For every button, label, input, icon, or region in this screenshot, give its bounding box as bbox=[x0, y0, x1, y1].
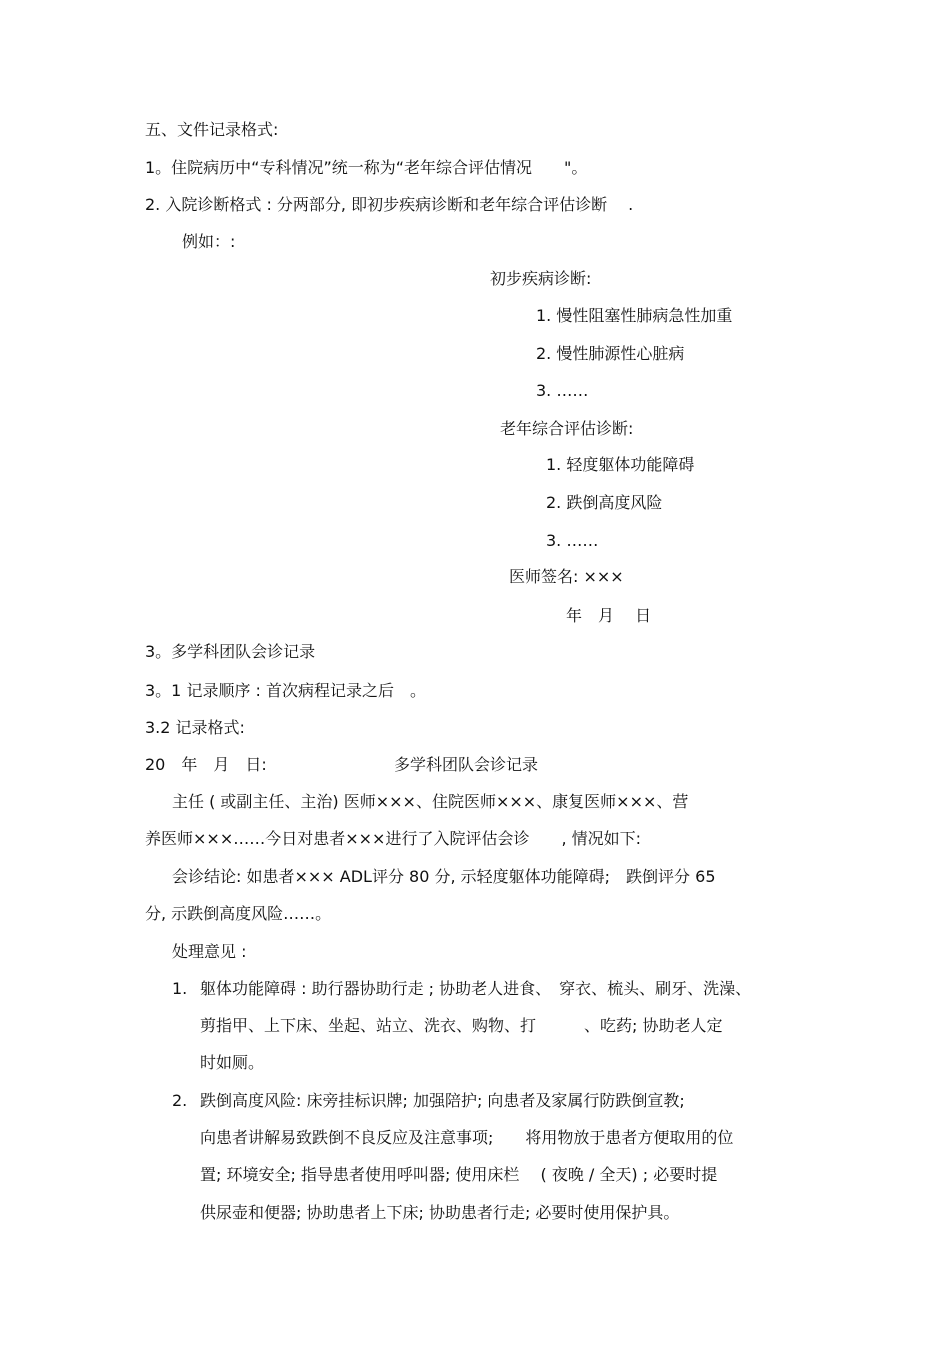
opinion-line: 跌倒高度风险: 床旁挂标识牌; 加强陪护; 向患者及家属行防跌倒宣教; bbox=[200, 1091, 685, 1110]
item-3-2: 3.2 记录格式: bbox=[145, 718, 245, 737]
item-3-1: 3。1 记录顺序 : 首次病程记录之后 。 bbox=[145, 681, 427, 700]
opinion-line: 剪指甲、上下床、坐起、站立、洗衣、购物、打 、吃药; 协助老人定 bbox=[200, 1016, 723, 1035]
record-title: 多学科团队会诊记录 bbox=[394, 755, 539, 774]
prelim-diagnosis-item: 3. …… bbox=[536, 381, 589, 400]
opinion-line: 向患者讲解易致跌倒不良反应及注意事项; 将用物放于患者方便取用的位 bbox=[200, 1128, 734, 1147]
physician-signature: 医师签名: ××× bbox=[509, 567, 624, 586]
consultation-conclusion-line: 分, 示跌倒高度风险……。 bbox=[145, 904, 332, 923]
prelim-diagnosis-item: 1. 慢性阻塞性肺病急性加重 bbox=[536, 306, 733, 325]
opinion-line: 躯体功能障碍 : 助行器协助行走 ; 协助老人进食、 穿衣、梳头、刷牙、洗澡、 bbox=[200, 979, 752, 998]
item-3: 3。多学科团队会诊记录 bbox=[145, 642, 316, 661]
record-paragraph-line: 养医师×××……今日对患者×××进行了入院评估会诊 , 情况如下: bbox=[145, 829, 642, 848]
section-title: 五、文件记录格式: bbox=[145, 120, 279, 139]
opinion-number: 1. bbox=[172, 979, 188, 998]
item-2: 2. 入院诊断格式 : 分两部分, 即初步疾病诊断和老年综合评估诊断 . bbox=[145, 195, 634, 214]
geri-diagnosis-title: 老年综合评估诊断: bbox=[500, 419, 634, 438]
opinion-line: 供尿壶和便器; 协助患者上下床; 协助患者行走; 必要时使用保护具。 bbox=[200, 1203, 680, 1222]
opinion-line: 时如厕。 bbox=[200, 1053, 265, 1072]
geri-diagnosis-item: 1. 轻度躯体功能障碍 bbox=[546, 455, 695, 474]
example-label: 例如：: bbox=[182, 232, 236, 251]
prelim-diagnosis-item: 2. 慢性肺源性心脏病 bbox=[536, 344, 685, 363]
prelim-diagnosis-title: 初步疾病诊断: bbox=[490, 269, 592, 288]
geri-diagnosis-item: 2. 跌倒高度风险 bbox=[546, 493, 663, 512]
opinion-line: 置; 环境安全; 指导患者使用呼叫器; 使用床栏 ( 夜晚 / 全天) ; 必要时提 bbox=[200, 1165, 718, 1184]
opinion-number: 2. bbox=[172, 1091, 188, 1110]
consultation-conclusion-line: 会诊结论: 如患者××× ADL评分 80 分, 示轻度躯体功能障碍; 跌倒评分 65 bbox=[172, 867, 716, 886]
item-1: 1。住院病历中“专科情况”统一称为“老年综合评估情况 "。 bbox=[145, 158, 588, 177]
record-date-line: 20 年 月 日: bbox=[145, 755, 267, 774]
geri-diagnosis-item: 3. …… bbox=[546, 531, 599, 550]
signature-date: 年 月 日 bbox=[566, 606, 652, 625]
record-paragraph-line: 主任 ( 或副主任、主治) 医师×××、住院医师×××、康复医师×××、营 bbox=[172, 792, 689, 811]
opinion-label: 处理意见 : bbox=[172, 942, 247, 961]
